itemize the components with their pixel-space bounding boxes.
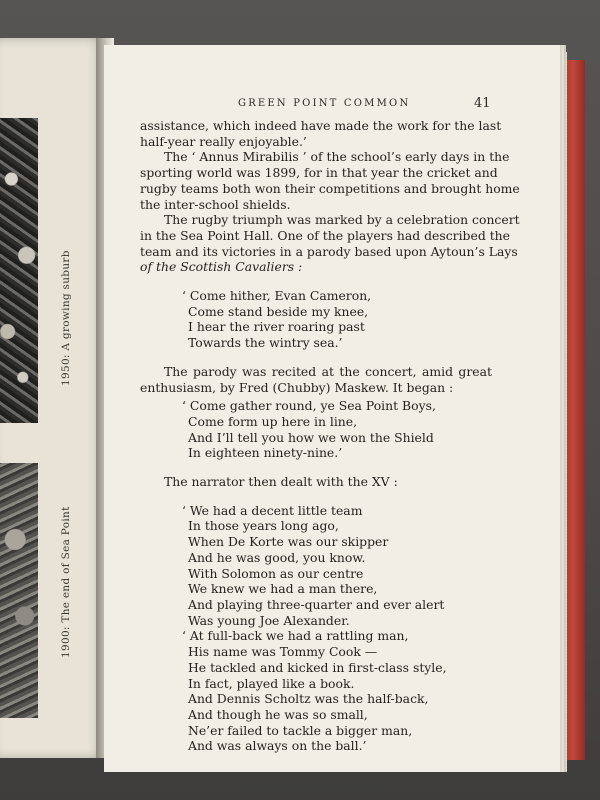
paragraph-4 xyxy=(140,364,492,395)
paragraph-2 xyxy=(140,149,520,212)
verse-line: And was always on the ball.’ xyxy=(188,738,367,754)
verse-line: He tackled and kicked in first-class style, xyxy=(188,659,447,675)
text-line: rugby teams both won their competitions and brought home xyxy=(140,180,520,196)
text-line: enthusiasm, by Fred (Chubby) Maskew. It began : xyxy=(140,379,454,395)
verse-line: We knew we had a man there, xyxy=(188,581,378,597)
verse-line: In fact, played like a book. xyxy=(188,675,355,691)
verse-line: And playing three-quarter and ever alert xyxy=(188,596,445,612)
verse-line: And I’ll tell you how we won the Shield xyxy=(188,429,434,445)
text-line: half-year really enjoyable.’ xyxy=(140,133,307,149)
verse-line: I hear the river roaring past xyxy=(188,319,365,335)
text-line: the inter-school shields. xyxy=(140,196,291,212)
photo-suburb xyxy=(0,118,38,423)
text-line: assistance, which indeed have made the work for the last xyxy=(140,118,502,133)
spacer xyxy=(140,275,492,288)
spacer xyxy=(140,461,492,474)
verse-line: ‘ We had a decent little team xyxy=(182,502,363,518)
spacer xyxy=(140,490,492,503)
verse-line: Ne’er failed to tackle a bigger man, xyxy=(188,722,413,738)
text-line: The ‘ Annus Mirabilis ’ of the school’s early days in the xyxy=(164,149,510,165)
verse-line: When De Korte was our skipper xyxy=(188,534,389,550)
caption-bottom: 1900: The end of Sea Point xyxy=(60,506,72,658)
book-cover-edge xyxy=(565,60,585,760)
verse-line: Was young Joe Alexander. xyxy=(188,612,350,628)
verse-line: And Dennis Scholtz was the half-back, xyxy=(188,691,429,707)
text-line: in the Sea Point Hall. One of the players had described the xyxy=(140,227,510,243)
verse-line: ‘ Come gather round, ye Sea Point Boys, xyxy=(182,398,436,414)
verse-line: Come form up here in line, xyxy=(188,413,358,429)
caption-top: 1950: A growing suburb xyxy=(60,250,72,386)
paragraph-5: The narrator then dealt with the XV : xyxy=(164,474,398,490)
verse-line: His name was Tommy Cook — xyxy=(188,644,378,660)
verse-line: And he was good, you know. xyxy=(188,549,366,565)
paragraph-1 xyxy=(140,118,502,149)
spacer xyxy=(140,351,492,364)
text-line: team and its victories in a parody based upon Aytoun’s Lays xyxy=(140,243,518,259)
text-line: The parody was recited at the concert, amid great xyxy=(164,363,492,379)
text-line: The rugby triumph was marked by a celebration concert xyxy=(164,212,520,228)
verse-1 xyxy=(140,288,492,351)
running-head-title: GREEN POINT COMMON xyxy=(238,98,411,109)
verse-line: ‘ Come hither, Evan Cameron, xyxy=(182,288,372,304)
verse-line: In eighteen ninety-nine.’ xyxy=(188,445,343,461)
verse-line: Come stand beside my knee, xyxy=(188,303,369,319)
page-number: 41 xyxy=(474,96,491,111)
verse-line: In those years long ago, xyxy=(188,518,339,534)
paragraph-3 xyxy=(140,212,520,275)
left-page xyxy=(0,38,104,758)
verse-2 xyxy=(140,398,492,461)
text-line: of the Scottish Cavaliers : xyxy=(140,259,303,275)
body-text xyxy=(140,118,520,754)
verse-line: Towards the wintry sea.’ xyxy=(188,335,343,351)
verse-line: ‘ At full-back we had a rattling man, xyxy=(182,628,409,644)
verse-line: And though he was so small, xyxy=(188,706,368,722)
verse-line: With Solomon as our centre xyxy=(188,565,364,581)
verse-3 xyxy=(140,503,492,754)
photo-sea-point xyxy=(0,463,38,718)
text-line: sporting world was 1899, for in that year the cricket and xyxy=(140,165,498,181)
